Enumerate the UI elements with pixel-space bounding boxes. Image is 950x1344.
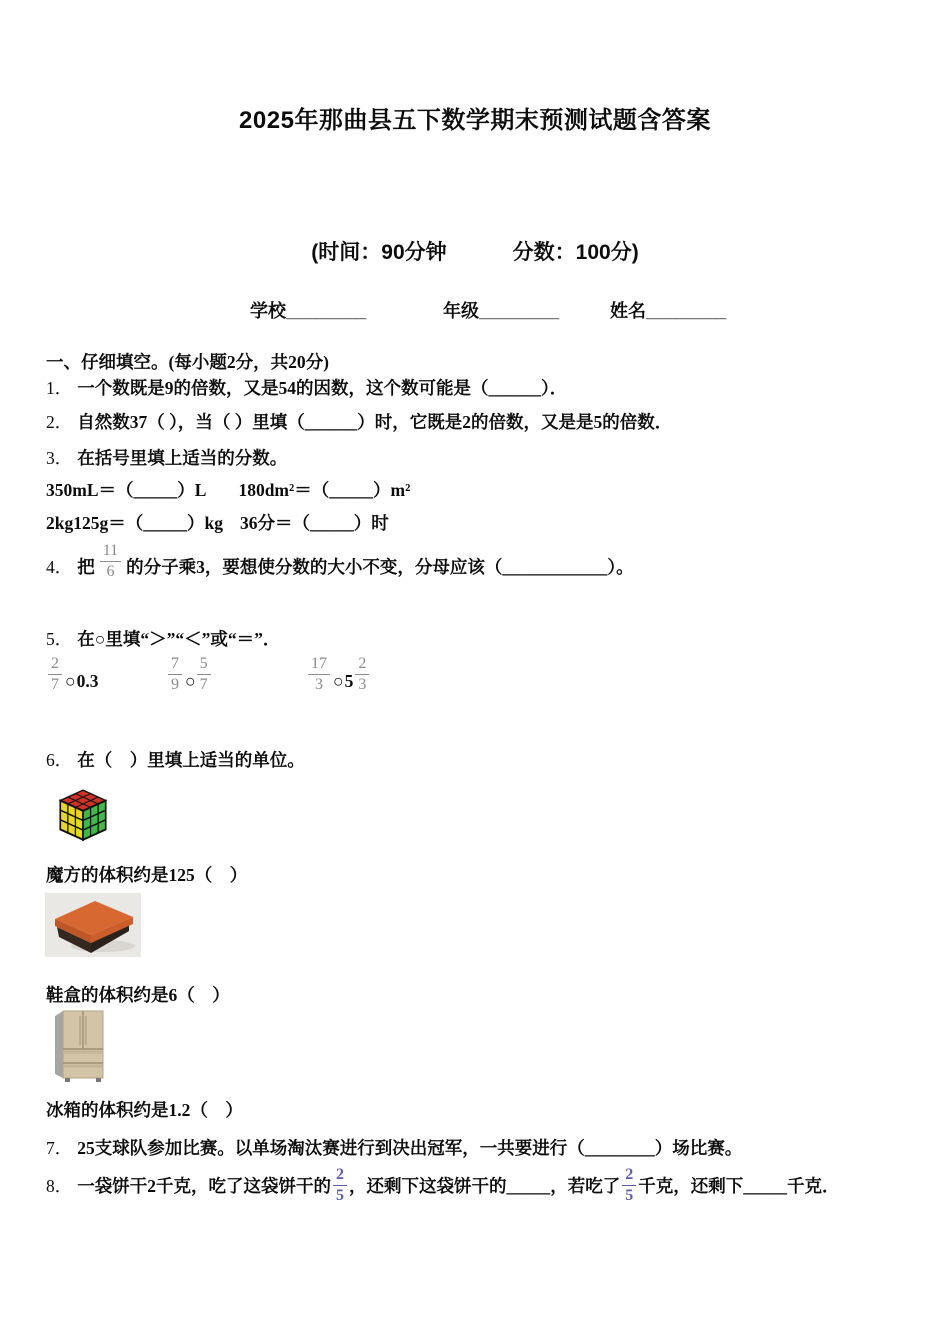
student-fields-line xyxy=(0,297,950,321)
question-4-prefix: 把 xyxy=(77,557,95,577)
question-4 xyxy=(46,543,634,580)
section1-heading: 一、仔细填空。(每小题2分，共20分) xyxy=(46,352,329,372)
fraction-2-5-first: $\frac{2}{5}$ xyxy=(333,1167,347,1204)
question-3 xyxy=(46,445,287,470)
conversion-ml: 350mL＝（_____）L xyxy=(46,480,207,500)
time-label: (时间：90分钟 xyxy=(311,241,447,264)
name-field: 姓名________ xyxy=(610,301,727,321)
fraction-2-7: $\frac{2}{7}$ xyxy=(48,656,62,693)
page-title: 2025年那曲县五下数学期末预测试题含答案 xyxy=(239,107,711,134)
question-7-number: 7． xyxy=(46,1138,73,1158)
comparison-group-2 xyxy=(168,656,211,693)
score-label: 分数：100分) xyxy=(512,241,639,264)
refrigerator-image xyxy=(52,1008,106,1084)
conversion-dm2: 180dm²＝（_____）m² xyxy=(238,480,411,500)
fraction-5-7: $\frac{5}{7}$ xyxy=(197,656,211,693)
question-8-part1: 一袋饼干2千克，吃了这袋饼干的 xyxy=(77,1176,331,1196)
question-5 xyxy=(46,626,280,651)
fraction-2-3: $\frac{2}{3}$ xyxy=(355,656,369,693)
question-8-number: 8． xyxy=(46,1176,73,1196)
question-1-number: 1． xyxy=(46,378,73,398)
mixed-number-whole-5: 5 xyxy=(344,671,354,691)
question-1-text: 一个数既是9的倍数，又是54的因数，这个数可能是（______）． xyxy=(77,378,568,398)
question-3-number: 3． xyxy=(46,448,73,468)
conversion-min: 36分＝（_____）时 xyxy=(239,513,389,533)
rubiks-cube-image xyxy=(52,786,114,846)
grade-field: 年级________ xyxy=(443,301,560,321)
question-4-suffix: 的分子乘3，要想使分数的大小不变，分母应该（____________）。 xyxy=(126,557,634,577)
question-6-number: 6． xyxy=(46,750,73,770)
time-score-line xyxy=(0,236,950,266)
question-5-text: 在○里填“＞”“＜”或“＝”． xyxy=(77,629,281,649)
question-8-part2: ，还剩下这袋饼干的_____，若吃了 xyxy=(349,1176,621,1196)
comparison-group-1 xyxy=(48,656,99,693)
school-field: 学校________ xyxy=(250,301,367,321)
question-8-part3: 千克，还剩下_____千克． xyxy=(638,1176,840,1196)
cube-caption: 魔方的体积约是125（ ） xyxy=(46,865,248,885)
question-5-comparisons xyxy=(0,656,950,714)
question-4-number: 4． xyxy=(46,557,73,577)
question-8 xyxy=(46,1167,840,1204)
comparison-group-3 xyxy=(308,656,369,693)
question-6-text: 在（ ）里填上适当的单位。 xyxy=(77,750,305,770)
fridge-caption: 冰箱的体积约是1.2（ ） xyxy=(46,1100,243,1120)
question-1 xyxy=(46,375,567,400)
question-6 xyxy=(46,747,305,772)
shoebox-caption: 鞋盒的体积约是6（ ） xyxy=(46,985,230,1005)
compare-circle-3: ○ xyxy=(333,671,344,691)
fraction-11-6: $\frac{11}{6}$ xyxy=(100,543,121,580)
conversion-kg: 2kg125g＝（_____）kg xyxy=(46,513,223,533)
question-3-text: 在括号里填上适当的分数。 xyxy=(77,448,288,468)
fraction-2-5-second: $\frac{2}{5}$ xyxy=(622,1167,636,1204)
question-5-number: 5． xyxy=(46,629,73,649)
shoe-box-image xyxy=(45,893,141,957)
compare-circle-2: ○ xyxy=(185,671,196,691)
conversion-line-2 xyxy=(46,510,389,535)
question-2 xyxy=(46,409,672,434)
fraction-17-3: $\frac{17}{3}$ xyxy=(308,656,330,693)
fraction-7-9: $\frac{7}{9}$ xyxy=(168,656,182,693)
question-7 xyxy=(46,1135,742,1160)
question-2-number: 2． xyxy=(46,412,73,432)
question-2-text: 自然数37（ ），当（ ）里填（______）时，它既是2的倍数，又是是5的倍数． xyxy=(77,412,673,432)
question-7-text: 25支球队参加比赛。以单场淘汰赛进行到决出冠军，一共要进行（________）场比赛。 xyxy=(77,1138,743,1158)
conversion-line-1 xyxy=(46,477,410,502)
compare-circle-1: ○ xyxy=(65,671,76,691)
decimal-0-3: 0.3 xyxy=(76,671,99,691)
